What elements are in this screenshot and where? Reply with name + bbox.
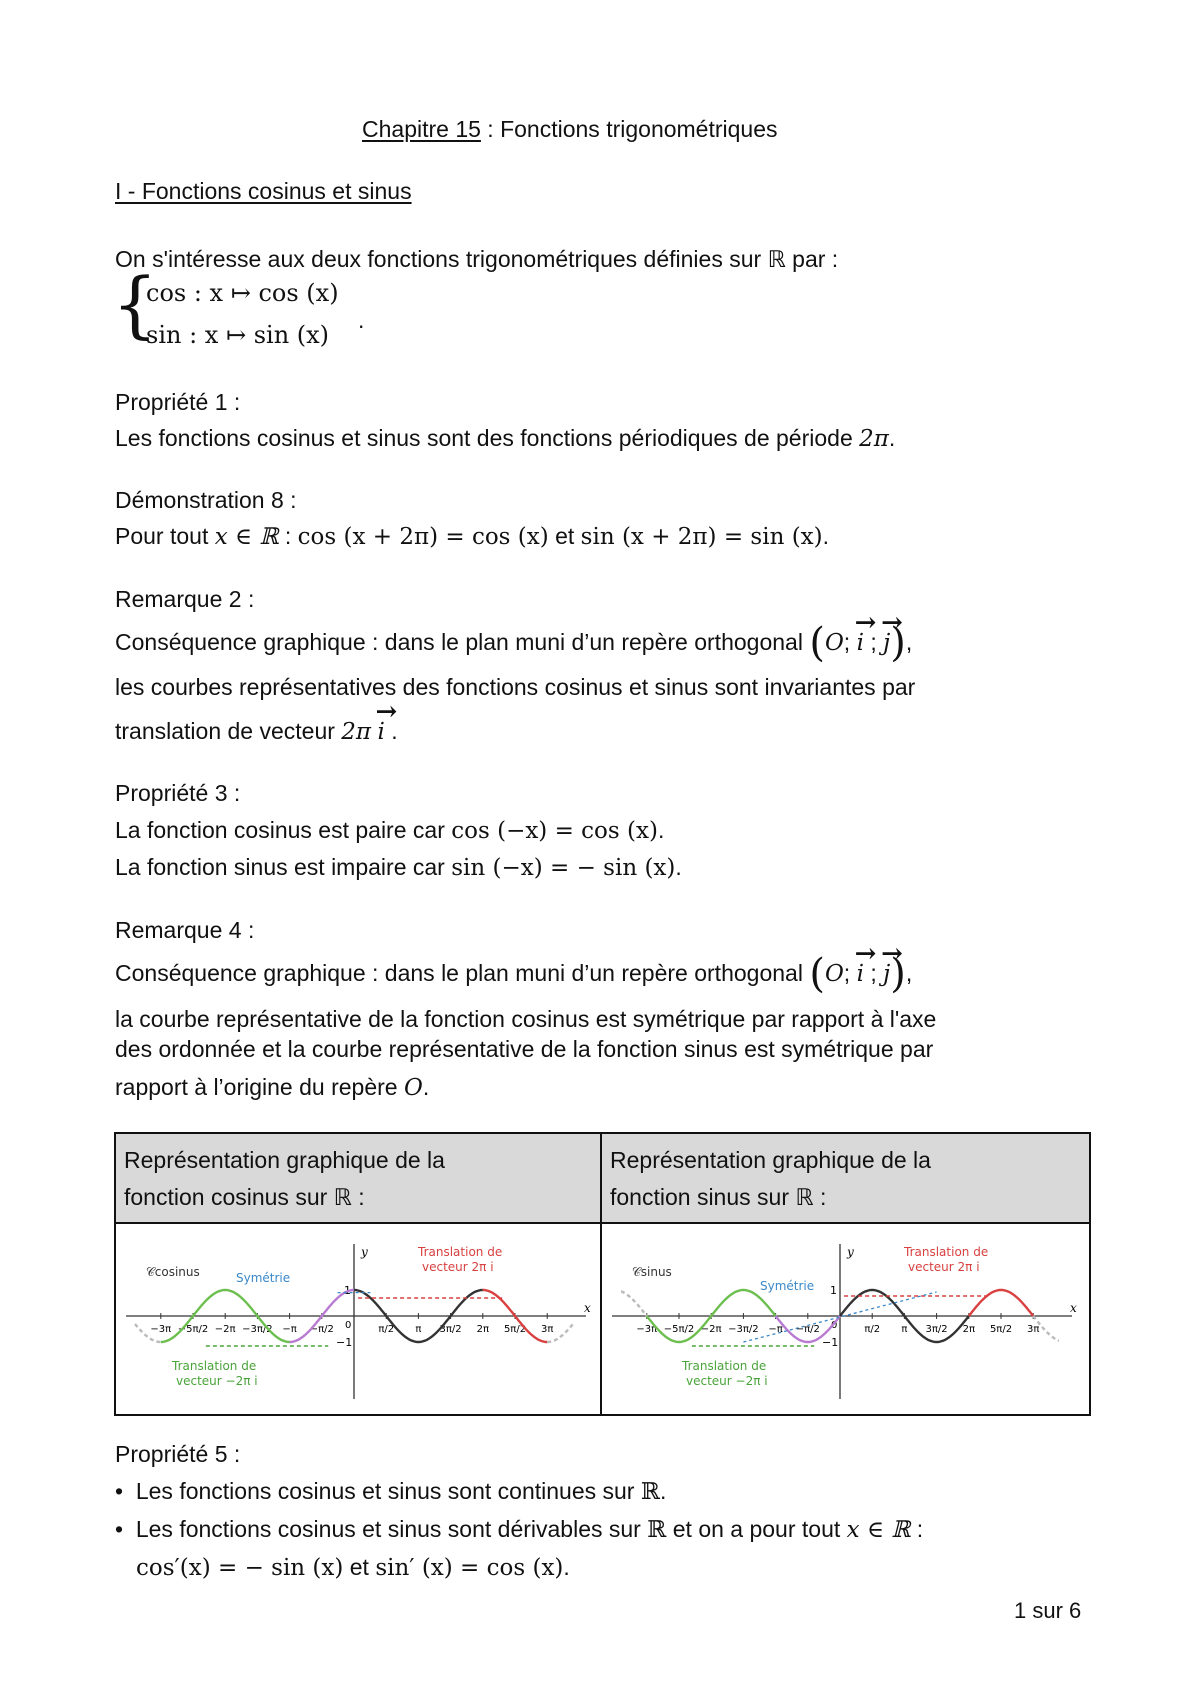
prop3-line2: La fonction sinus est impaire car sin (−x) = − sin (x). bbox=[115, 854, 682, 881]
x-tick-label: 3π/2 bbox=[439, 1324, 462, 1335]
origin-label: 0 bbox=[831, 1320, 838, 1331]
page-footer: 1 sur 6 bbox=[1014, 1598, 1082, 1623]
x-axis-label: x bbox=[584, 1301, 591, 1315]
rem2-title: Remarque 2 : bbox=[115, 586, 255, 612]
x-tick-label: 5π/2 bbox=[503, 1324, 527, 1335]
rem2-line1: Conséquence graphique : dans le plan muni d’un repère orthogonal (O; → i ; → j), bbox=[115, 620, 912, 666]
symmetry-label: Symétrie bbox=[760, 1279, 815, 1293]
prop1-text: Les fonctions cosinus et sinus sont des fonctions périodiques de période 2π. bbox=[115, 425, 896, 452]
system-end: . bbox=[358, 307, 365, 333]
x-tick-label: π/2 bbox=[378, 1324, 395, 1335]
symmetry-label: Symétrie bbox=[236, 1271, 291, 1285]
y-axis-label: y bbox=[361, 1245, 368, 1259]
chapter-number: Chapitre 15 bbox=[362, 116, 481, 142]
section-heading: I - Fonctions cosinus et sinus bbox=[115, 178, 412, 204]
x-tick-label: 3π bbox=[1027, 1324, 1040, 1335]
sine-graph bbox=[602, 1224, 1089, 1408]
x-tick-label: 2π bbox=[962, 1324, 976, 1335]
rem4-line1: Conséquence graphique : dans le plan muni d’un repère orthogonal (O; → i ; → j), bbox=[115, 951, 912, 997]
curve-segment bbox=[621, 1291, 647, 1316]
x-tick-label: π/2 bbox=[864, 1324, 881, 1335]
x-tick-label: π bbox=[901, 1324, 908, 1335]
y-tick-1: 1 bbox=[830, 1284, 837, 1297]
translation-bottom-line1: Translation de bbox=[172, 1359, 257, 1373]
x-tick-label: −5π/2 bbox=[663, 1324, 695, 1335]
demo8-title: Démonstration 8 : bbox=[115, 487, 297, 513]
prop1-title: Propriété 1 : bbox=[115, 389, 241, 415]
intro-text: On s'intéresse aux deux fonctions trigonométriques définies sur ℝ par : bbox=[115, 246, 839, 272]
x-tick-label: −5π/2 bbox=[177, 1324, 209, 1335]
header-cos: Représentation graphique de la fonction cosinus sur ℝ : bbox=[115, 1133, 601, 1223]
x-tick-label: −2π bbox=[214, 1324, 236, 1335]
system-brace: { bbox=[112, 262, 158, 346]
translation-top-line2: vecteur 2π i bbox=[422, 1260, 494, 1274]
vector-j: → j bbox=[883, 630, 890, 656]
x-tick-label: π bbox=[415, 1324, 422, 1335]
x-tick-label: 3π/2 bbox=[925, 1324, 948, 1335]
translation-top-line2: vecteur 2π i bbox=[908, 1260, 980, 1274]
x-tick-label: −3π bbox=[150, 1324, 172, 1335]
rem2-line2: les courbes représentatives des fonctions cosinus et sinus sont invariantes par bbox=[115, 674, 916, 700]
y-axis-label: y bbox=[847, 1245, 854, 1259]
y-tick-1: 1 bbox=[344, 1284, 351, 1297]
x-tick-label: −π/2 bbox=[309, 1324, 334, 1335]
system-cos-line: cos : x ↦ cos (x) bbox=[146, 279, 339, 307]
origin-label: 0 bbox=[345, 1320, 352, 1331]
system-sin-line: sin : x ↦ sin (x) bbox=[146, 321, 330, 349]
x-tick-label: −3π bbox=[636, 1324, 658, 1335]
cell-cos-graph bbox=[115, 1223, 601, 1415]
rem4-line4: rapport à l’origine du repère O. bbox=[115, 1074, 430, 1101]
x-tick-label: −π bbox=[768, 1324, 783, 1335]
translation-top-line1: Translation de bbox=[904, 1245, 989, 1259]
prop3-line1: La fonction cosinus est paire car cos (−x) = cos (x). bbox=[115, 817, 665, 844]
prop5-bullet1: • Les fonctions cosinus et sinus sont continues sur ℝ. bbox=[115, 1478, 667, 1505]
translation-top-line1: Translation de bbox=[418, 1245, 503, 1259]
vector-i: → i bbox=[857, 630, 864, 656]
rem4-line3: des ordonnée et la courbe représentative de la fonction sinus est symétrique par bbox=[115, 1036, 934, 1062]
y-tick-minus-1: −1 bbox=[336, 1336, 353, 1349]
cell-sin-graph bbox=[601, 1223, 1090, 1415]
header-sin: Représentation graphique de la fonction sinus sur ℝ : bbox=[601, 1133, 1090, 1223]
demo8-text: Pour tout x ∈ ℝ : cos (x + 2π) = cos (x) et sin (x + 2π) = sin (x). bbox=[115, 523, 830, 550]
curve-label: 𝒞sinus bbox=[632, 1265, 672, 1279]
chapter-title: : Fonctions trigonométriques bbox=[480, 116, 778, 142]
page-title bbox=[362, 116, 778, 143]
y-tick-minus-1: −1 bbox=[822, 1336, 839, 1349]
x-tick-label: 5π/2 bbox=[989, 1324, 1013, 1335]
x-tick-label: −3π/2 bbox=[728, 1324, 759, 1335]
rem4-line2: la courbe représentative de la fonction cosinus est symétrique par rapport à l'axe bbox=[115, 1006, 937, 1032]
x-tick-label: 3π bbox=[541, 1324, 554, 1335]
translation-bottom-line2: vecteur −2π i bbox=[686, 1374, 768, 1388]
cosine-graph bbox=[116, 1224, 600, 1408]
prop5-derivatives: cos′(x) = − sin (x) et sin′ (x) = cos (x). bbox=[136, 1554, 570, 1581]
translation-bottom-line1: Translation de bbox=[682, 1359, 767, 1373]
rem2-line3: translation de vecteur 2π → i . bbox=[115, 718, 398, 745]
prop5-title: Propriété 5 : bbox=[115, 1441, 241, 1467]
prop5-bullet2: • Les fonctions cosinus et sinus sont dérivables sur ℝ et on a pour tout x ∈ ℝ : bbox=[115, 1516, 924, 1543]
prop3-title: Propriété 3 : bbox=[115, 780, 241, 806]
x-tick-label: 2π bbox=[476, 1324, 490, 1335]
x-tick-label: −3π/2 bbox=[242, 1324, 273, 1335]
x-tick-label: −π bbox=[282, 1324, 297, 1335]
rem4-title: Remarque 4 : bbox=[115, 917, 255, 943]
graphs-table bbox=[114, 1132, 1091, 1416]
x-tick-label: −π/2 bbox=[795, 1324, 820, 1335]
curve-segment bbox=[969, 1290, 1033, 1316]
curve-label: 𝒞cosinus bbox=[146, 1265, 200, 1279]
x-tick-label: −2π bbox=[700, 1324, 722, 1335]
translation-bottom-line2: vecteur −2π i bbox=[176, 1374, 258, 1388]
x-axis-label: x bbox=[1070, 1301, 1077, 1315]
